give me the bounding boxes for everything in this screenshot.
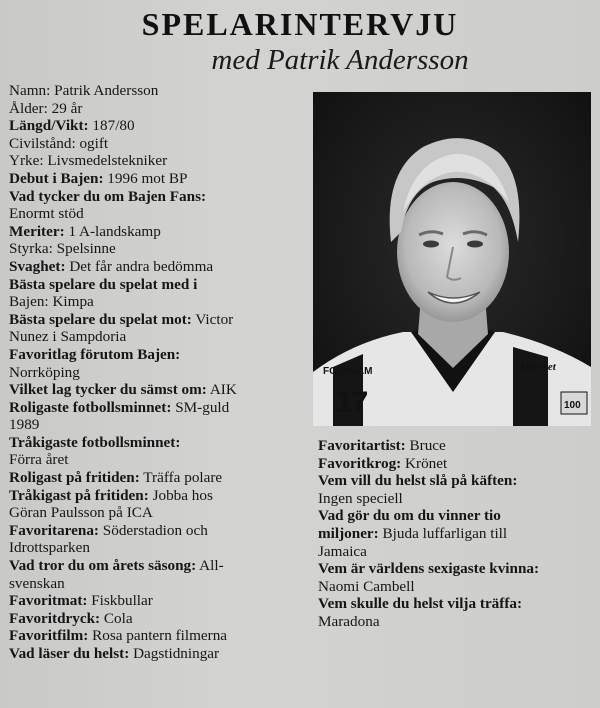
question-text: Meriter: <box>9 222 65 240</box>
question-text: Bästa spelare du spelat mot: <box>9 310 192 328</box>
interview-line <box>318 455 600 473</box>
answer-text: Idrottsparken <box>9 539 90 557</box>
interview-line <box>9 117 309 135</box>
interview-line <box>9 240 309 258</box>
question-text: Favoritdryck: <box>9 609 101 627</box>
interview-line <box>318 525 600 543</box>
answer-text: Enormt stöd <box>9 205 84 223</box>
question-text: Tråkigast på fritiden: <box>9 486 149 504</box>
answer-text: Krönet <box>401 454 448 472</box>
answer-text: Jamaica <box>318 542 367 560</box>
interview-line <box>318 543 600 561</box>
answer-text: Göran Paulsson på ICA <box>9 504 153 522</box>
answer-text: Bajen: Kimpa <box>9 293 94 311</box>
interview-line <box>9 469 309 487</box>
interview-line <box>9 645 309 663</box>
interview-line <box>9 100 309 118</box>
answer-text: Ålder: 29 år <box>9 99 83 117</box>
answer-text: AIK <box>206 381 237 399</box>
interview-line <box>9 592 309 610</box>
answer-text: Norrköping <box>9 363 80 381</box>
question-text: Vad tycker du om Bajen Fans: <box>9 187 207 205</box>
interview-line <box>318 472 600 490</box>
player-photo <box>313 92 591 426</box>
interview-line <box>318 595 600 613</box>
question-text: Vem är världens sexigaste kvinna: <box>318 560 540 578</box>
answer-text: Victor <box>191 310 234 328</box>
interview-line <box>9 416 309 434</box>
answer-text: 1989 <box>9 416 40 434</box>
interview-line <box>9 434 309 452</box>
interview-line <box>318 560 600 578</box>
answer-text: Ingen speciell <box>318 489 403 507</box>
question-text: Favoritlag förutom Bajen: <box>9 345 181 363</box>
answer-text: SM-guld <box>171 398 230 416</box>
interview-line <box>9 276 309 294</box>
interview-line <box>9 610 309 628</box>
shirt-number: 17 <box>335 386 369 419</box>
badge-number: 100 <box>564 400 581 411</box>
answer-text: Förra året <box>9 451 69 469</box>
interview-line <box>9 522 309 540</box>
question-text: Vad gör du om du vinner tio <box>318 507 501 525</box>
interview-line <box>9 451 309 469</box>
answer-text: Maradona <box>318 612 380 630</box>
answer-text: Cola <box>100 609 133 627</box>
interview-line <box>9 346 309 364</box>
answer-text: Rosa pantern filmerna <box>88 627 228 645</box>
answer-text: Nunez i Sampdoria <box>9 328 127 346</box>
answer-text: Yrke: Livsmedelstekniker <box>9 152 168 170</box>
answer-text: Söderstadion och <box>98 521 208 539</box>
interview-line <box>9 575 309 593</box>
question-text: miljoner: <box>318 524 379 542</box>
shirt-sponsor: FOLKSAM <box>323 366 373 377</box>
page-subtitle: med Patrik Andersson <box>211 44 469 76</box>
answer-text: Träffa polare <box>139 469 223 487</box>
question-text: Längd/Vikt: <box>9 117 89 135</box>
interview-line <box>9 557 309 575</box>
interview-right-column <box>318 437 600 631</box>
answer-text: Dagstidningar <box>129 645 220 662</box>
answer-text: Fiskbullar <box>87 592 153 610</box>
question-text: Vem vill du helst slå på käften: <box>318 472 518 490</box>
page-title: SPELARINTERVJU <box>141 6 459 42</box>
answer-text: Bruce <box>405 437 446 454</box>
question-text: Vad tror du om årets säsong: <box>9 557 197 575</box>
answer-text: Styrka: Spelsinne <box>9 240 116 258</box>
question-text: Roligaste fotbollsminnet: <box>9 398 172 416</box>
answer-text: Namn: Patrik Andersson <box>9 82 159 99</box>
answer-text: Jobba hos <box>148 486 213 504</box>
interview-line <box>318 490 600 508</box>
question-text: Tråkigaste fotbollsminnet: <box>9 433 181 451</box>
interview-line <box>9 135 309 153</box>
interview-line <box>9 258 309 276</box>
question-text: Favoritarena: <box>9 521 99 539</box>
question-text: Favoritfilm: <box>9 627 89 645</box>
question-text: Favoritmat: <box>9 592 88 610</box>
question-text: Favoritkrog: <box>318 454 402 472</box>
interview-line <box>318 578 600 596</box>
question-text: Roligast på fritiden: <box>9 469 140 487</box>
brand-logo: Odd-set <box>521 361 556 373</box>
answer-text: 1 A-landskamp <box>64 222 161 240</box>
answer-text: Civilstånd: ogift <box>9 134 109 152</box>
question-text: Svaghet: <box>9 257 66 275</box>
interview-line <box>9 223 309 241</box>
answer-text: All- <box>196 557 224 575</box>
interview-line <box>9 205 309 223</box>
interview-line <box>318 507 600 525</box>
answer-text: svenskan <box>9 574 65 592</box>
interview-line <box>9 328 309 346</box>
answer-text: Bjuda luffarligan till <box>378 524 508 542</box>
answer-text: 1996 mot BP <box>103 169 188 187</box>
answer-text: 187/80 <box>88 117 135 135</box>
interview-left-column <box>9 82 309 663</box>
question-text: Bästa spelare du spelat med i <box>9 275 198 293</box>
interview-line <box>9 381 309 399</box>
question-text: Vem skulle du helst vilja träffa: <box>318 595 523 613</box>
interview-line <box>9 311 309 329</box>
interview-line <box>9 293 309 311</box>
interview-line <box>9 364 309 382</box>
question-text: Debut i Bajen: <box>9 169 104 187</box>
interview-line <box>9 539 309 557</box>
interview-line <box>9 627 309 645</box>
interview-line <box>9 188 309 206</box>
answer-text: Det får andra bedömma <box>65 257 214 275</box>
interview-line <box>9 487 309 505</box>
interview-line <box>318 613 600 631</box>
interview-line <box>9 152 309 170</box>
question-text: Vad läser du helst: <box>9 645 130 662</box>
answer-text: Naomi Cambell <box>318 577 415 595</box>
interview-line <box>9 170 309 188</box>
player-photo-illustration <box>313 92 591 426</box>
interview-line <box>9 82 309 100</box>
question-text: Favoritartist: <box>318 437 406 454</box>
question-text: Vilket lag tycker du sämst om: <box>9 381 207 399</box>
interview-line <box>9 399 309 417</box>
interview-line <box>9 504 309 522</box>
interview-line <box>318 437 600 455</box>
